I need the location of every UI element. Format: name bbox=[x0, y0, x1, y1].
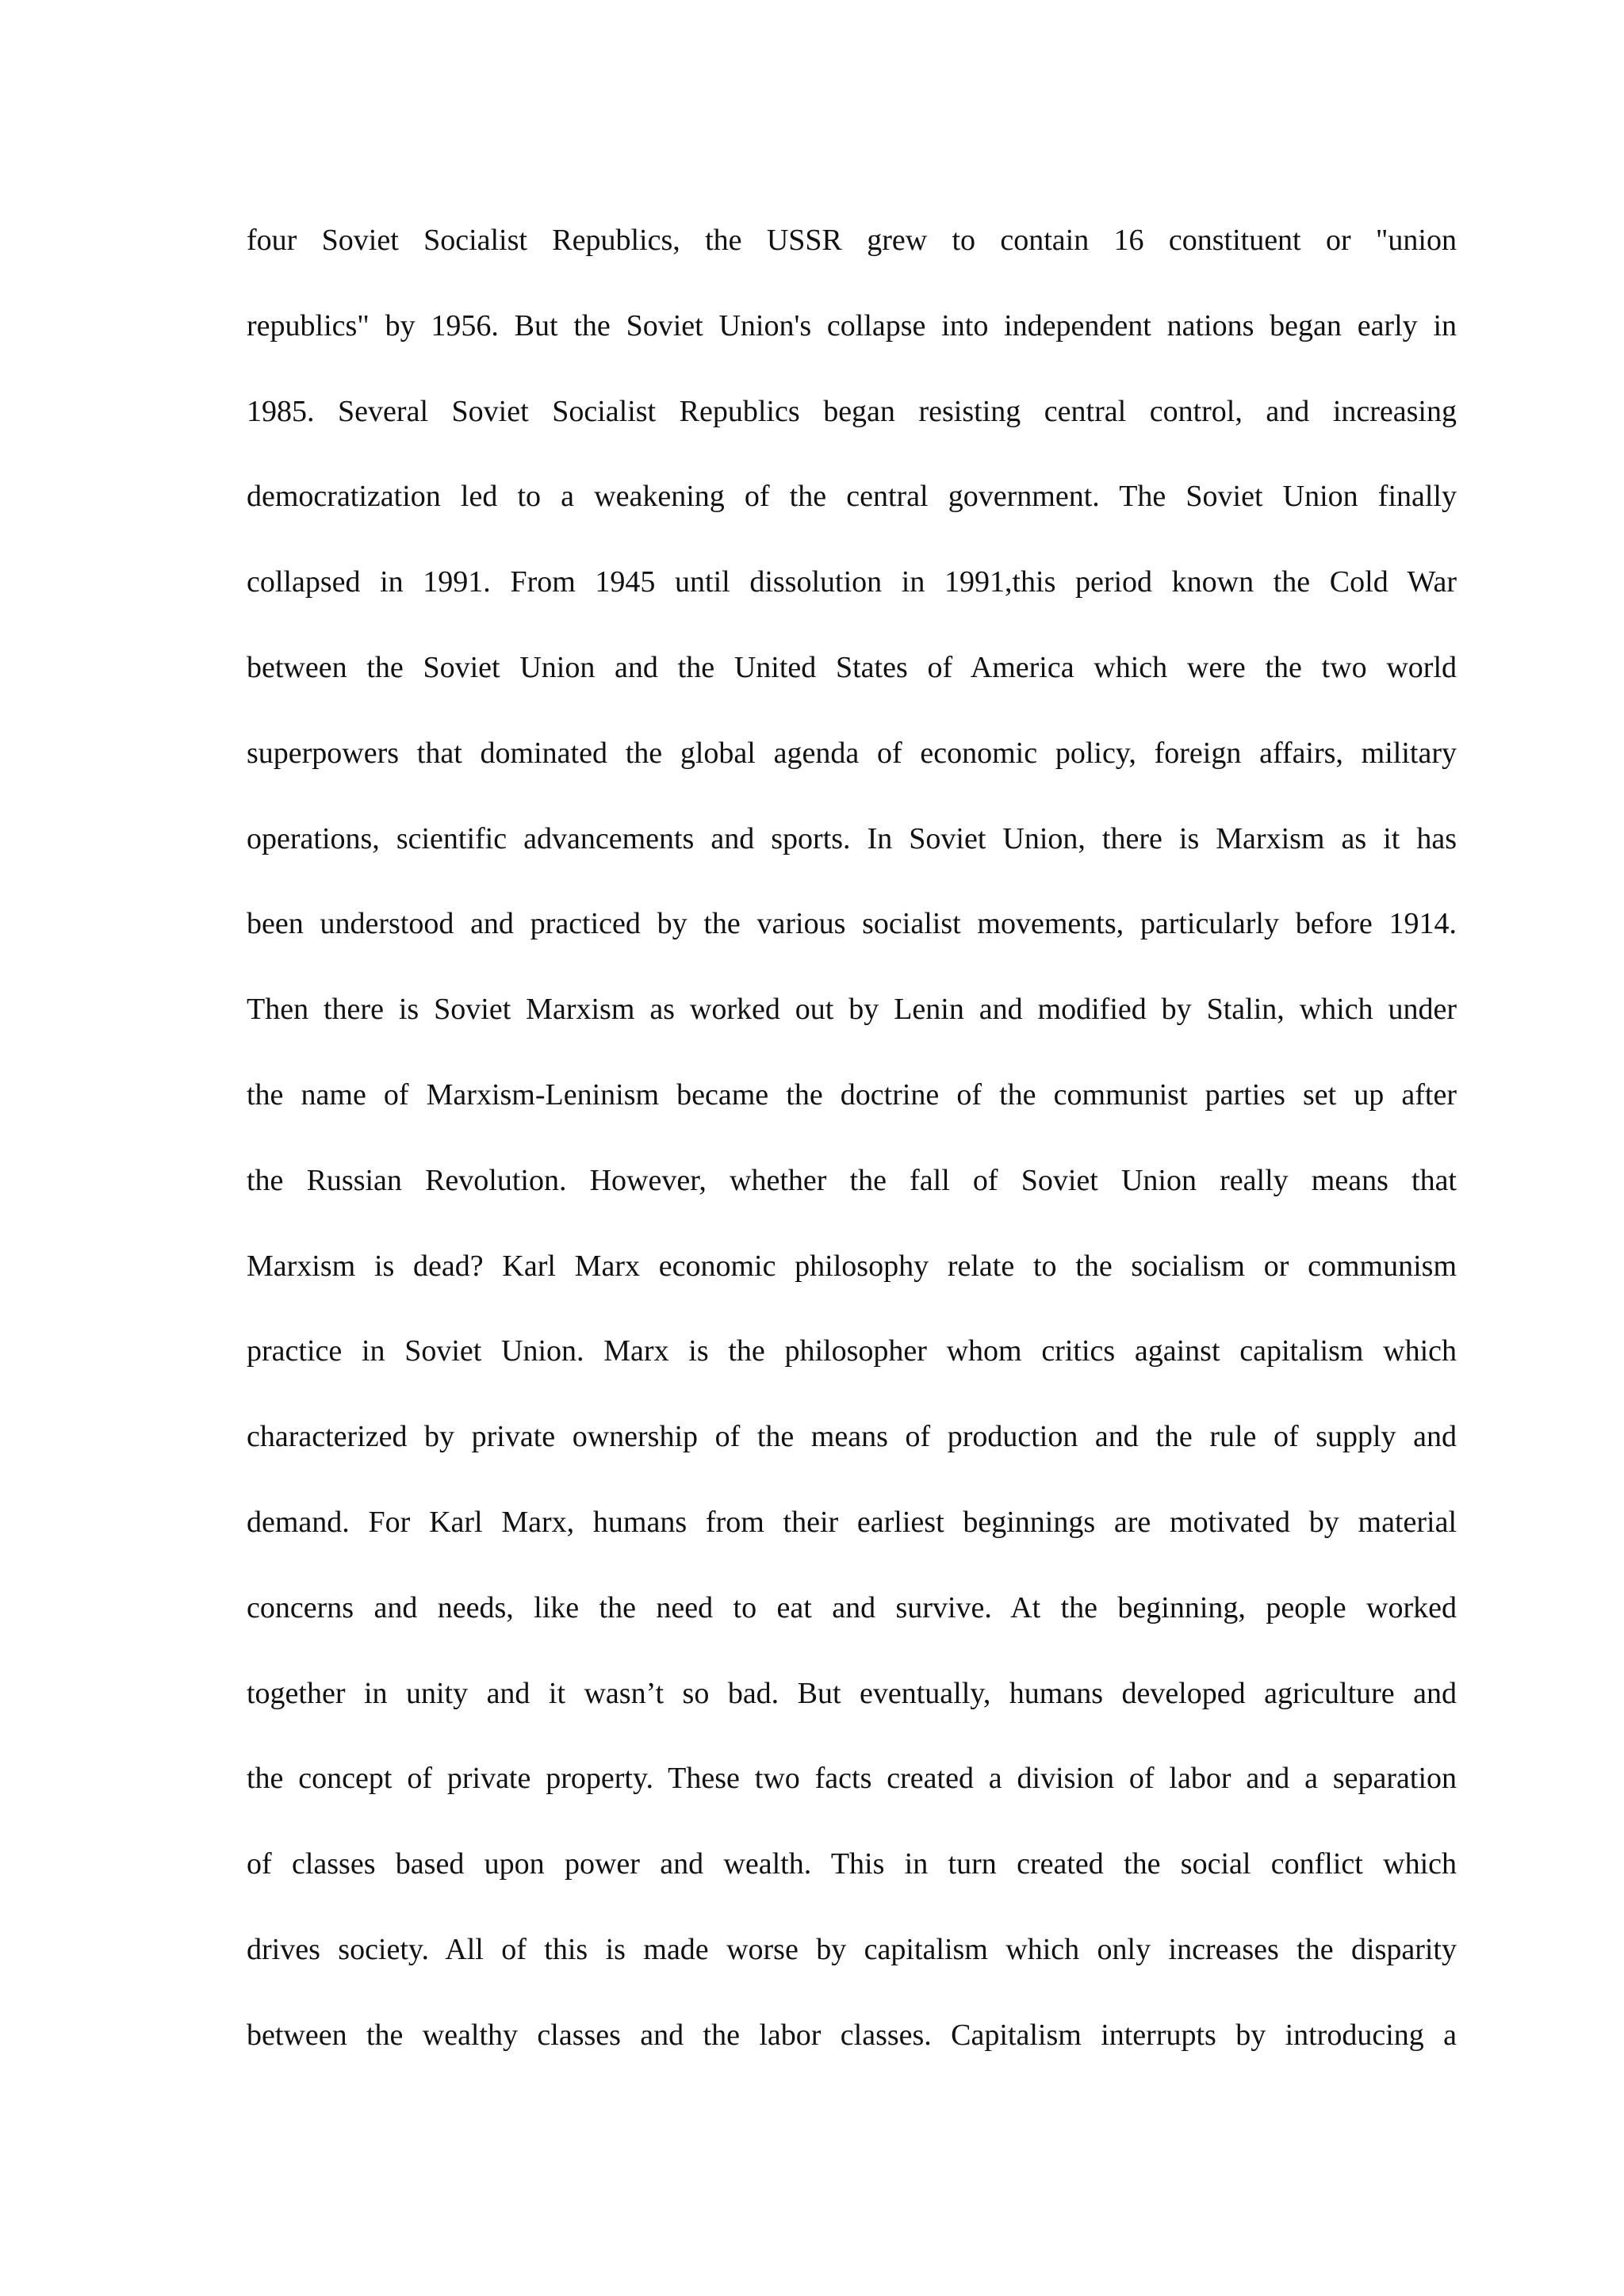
text-line: of classes based upon power and wealth. This in turn created the social conflict which bbox=[247, 1847, 1457, 1881]
text-line: concerns and needs, like the need to eat and survive. At the beginning, people worked bbox=[247, 1590, 1457, 1624]
text-line: the name of Marxism-Leninism became the doctrine of the communist parties set up after bbox=[247, 1077, 1457, 1112]
text-line: the Russian Revolution. However, whether the fall of Soviet Union really means that bbox=[247, 1163, 1457, 1197]
text-line: operations, scientific advancements and sports. In Soviet Union, there is Marxism as it has bbox=[247, 821, 1457, 855]
text-line: between the wealthy classes and the labor classes. Capitalism interrupts by introducing a bbox=[247, 2018, 1457, 2052]
text-line: Then there is Soviet Marxism as worked out by Lenin and modified by Stalin, which under bbox=[247, 993, 1457, 1027]
text-line: four Soviet Socialist Republics, the USSR grew to contain 16 constituent or "union bbox=[247, 224, 1457, 257]
text-line: Marxism is dead? Karl Marx economic philosophy relate to the socialism or communism bbox=[247, 1249, 1457, 1283]
text-line: 1985. Several Soviet Socialist Republics began resisting central control, and increasing bbox=[247, 394, 1457, 428]
text-line: been understood and practiced by the various socialist movements, particularly before 1914. bbox=[247, 907, 1457, 941]
text-line: drives society. All of this is made worse by capitalism which only increases the disparity bbox=[247, 1932, 1457, 1966]
body-text bbox=[247, 212, 1457, 2093]
text-line: superpowers that dominated the global agenda of economic policy, foreign affairs, military bbox=[247, 736, 1457, 770]
text-line: together in unity and it wasn’t so bad. But eventually, humans developed agriculture and bbox=[247, 1676, 1457, 1710]
text-line: republics" by 1956. But the Soviet Union's collapse into independent nations began early in bbox=[247, 308, 1457, 342]
text-line: demand. For Karl Marx, humans from their earliest beginnings are motivated by material bbox=[247, 1505, 1457, 1539]
text-line: between the Soviet Union and the United States of America which were the two world bbox=[247, 650, 1457, 684]
text-line: democratization led to a weakening of the central government. The Soviet Union finally bbox=[247, 480, 1457, 514]
text-line: collapsed in 1991. From 1945 until dissolution in 1991,this period known the Cold War bbox=[247, 565, 1457, 599]
text-line: characterized by private ownership of the means of production and the rule of supply and bbox=[247, 1420, 1457, 1454]
text-line: the concept of private property. These two facts created a division of labor and a separation bbox=[247, 1762, 1457, 1796]
text-line: practice in Soviet Union. Marx is the philosopher whom critics against capitalism which bbox=[247, 1334, 1457, 1368]
